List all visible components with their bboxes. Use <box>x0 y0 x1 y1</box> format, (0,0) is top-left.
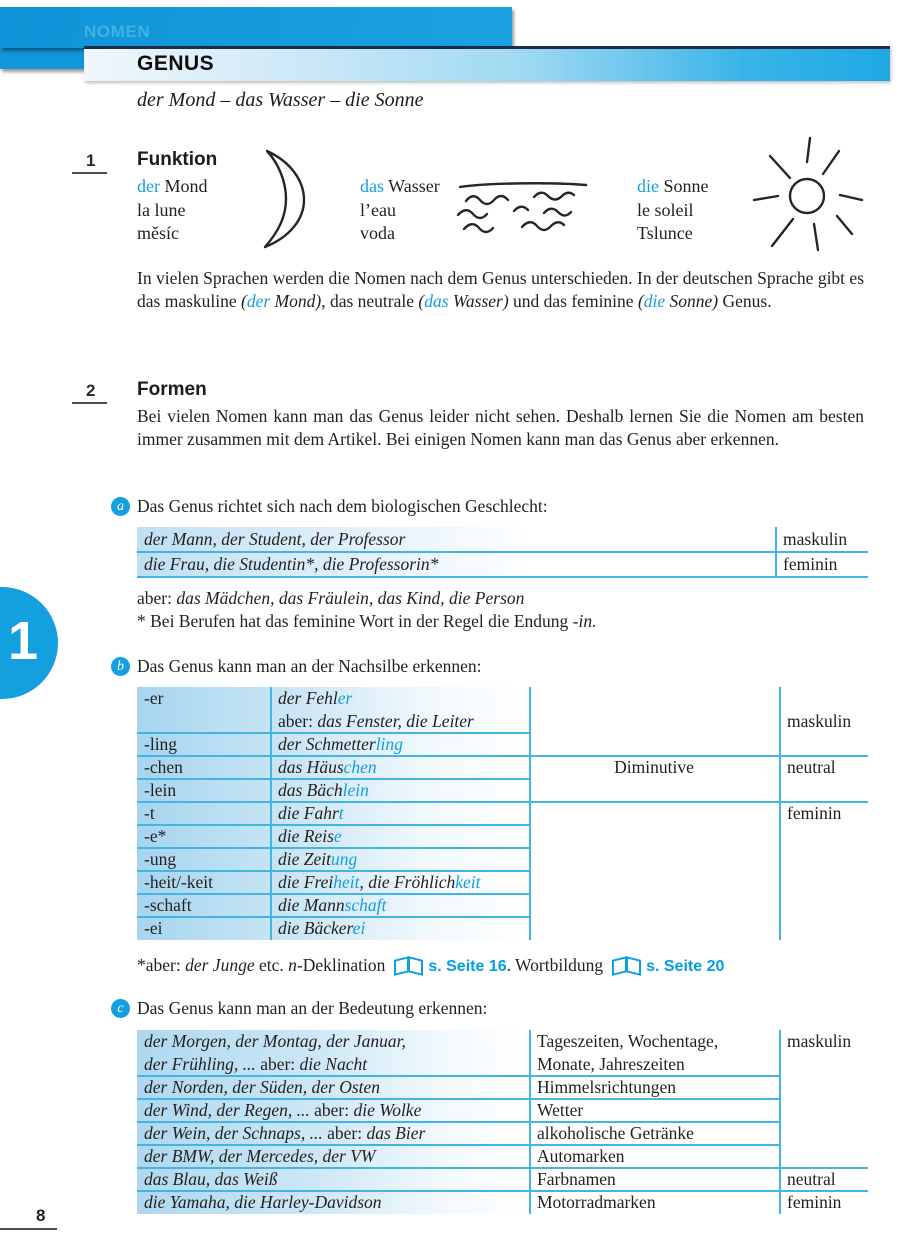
word-line: la lune <box>137 199 186 220</box>
text-segment: er <box>337 688 353 708</box>
text-segment: , das neutrale <box>321 290 419 311</box>
table-row <box>137 802 868 825</box>
subsection-c-title: Das Genus kann man an der Bedeutung erkennen: <box>137 998 488 1018</box>
text-segment: der Morgen, der Montag, der Januar, <box>144 1031 406 1051</box>
table-row <box>137 1076 868 1099</box>
biological-gender-table <box>137 527 868 577</box>
text-segment: der Schmetter <box>278 734 376 754</box>
sun-icon <box>750 134 865 256</box>
text-segment: der <box>246 290 271 311</box>
text-segment: lein <box>342 780 369 800</box>
table-row <box>137 1191 868 1214</box>
category-cell: Himmelsrichtungen <box>537 1077 677 1097</box>
table-rows <box>137 527 868 577</box>
text-segment: aber: <box>260 1054 300 1074</box>
text-segment: das <box>424 290 449 311</box>
title-banner <box>84 46 890 81</box>
word-group-wasser <box>360 175 440 246</box>
text-segment: Genus. <box>718 290 772 311</box>
moon-icon <box>246 148 318 250</box>
text-segment: -in. <box>572 611 597 631</box>
text-segment: das Mädchen, das Fräulein, das Kind, die Person <box>176 588 525 608</box>
subsection-a-title: Das Genus richtet sich nach dem biologischen Geschlecht: <box>137 496 548 516</box>
genus-label-maskulin: maskulin <box>787 711 852 731</box>
category-label-diminutive: Diminutive <box>614 757 694 777</box>
chapter-tab: 1 <box>0 587 58 699</box>
text-segment: aber: <box>314 1100 354 1120</box>
text-segment: ( <box>637 290 644 311</box>
text-segment: die Fahr <box>278 803 339 823</box>
text-segment: Wasser) <box>448 290 509 311</box>
text-segment: n <box>288 955 297 975</box>
text-segment: etc. <box>254 955 289 975</box>
word-line: die Sonne <box>637 176 709 196</box>
genus-label <box>779 1122 868 1145</box>
marker-b: b <box>111 657 130 676</box>
genus-label: maskulin <box>787 1031 852 1051</box>
text-segment: die Frau, die Studentin*, die Professorin* <box>144 554 439 574</box>
word-line: der Mond <box>137 176 208 196</box>
genus-label: maskulin <box>783 529 848 549</box>
word-line: das Wasser <box>360 176 440 196</box>
book-icon <box>611 955 641 975</box>
suffix-cell: -t <box>144 803 155 823</box>
table-row <box>137 552 868 577</box>
text-segment: , die Fröhlich <box>359 872 456 892</box>
genus-label <box>779 1076 868 1099</box>
page-number: 8 <box>36 1206 46 1225</box>
category-cell: Farbnamen <box>537 1169 616 1189</box>
table-row <box>137 894 868 917</box>
category-cell: Tageszeiten, Wochentage, Monate, Jahreszeiten <box>537 1031 719 1074</box>
text-segment: und das feminine <box>508 290 638 311</box>
table-divider <box>779 1030 781 1214</box>
page-reference-link[interactable]: s. Seite 16 <box>428 958 507 975</box>
page-reference-link[interactable]: s. Seite 20 <box>646 958 725 975</box>
table-row <box>137 1122 868 1145</box>
table-rows <box>137 687 868 940</box>
suffix-table <box>137 687 868 940</box>
table-row <box>137 1145 868 1168</box>
note-berufe <box>137 611 596 632</box>
word-group-mond <box>137 175 208 246</box>
genus-label: feminin <box>787 1192 842 1212</box>
text-segment: keit <box>455 872 481 892</box>
text-segment: die <box>643 290 666 311</box>
category-cell: Automarken <box>537 1146 625 1166</box>
text-segment: heit <box>333 872 360 892</box>
word-group-sonne <box>637 175 709 246</box>
water-icon <box>456 180 606 240</box>
table-row <box>137 871 868 894</box>
text-segment: das Bäch <box>278 780 343 800</box>
funktion-paragraph <box>137 267 864 312</box>
marker-a: a <box>111 497 130 516</box>
text-segment: das Fenster, die Leiter <box>317 711 474 731</box>
note-aber <box>137 588 524 609</box>
text-segment: e <box>333 826 342 846</box>
text-segment: Mond) <box>270 290 322 311</box>
text-segment: der Fehl <box>278 688 338 708</box>
cross-reference-note <box>137 951 724 981</box>
suffix-cell: -chen <box>144 757 183 777</box>
text-segment: die Zeit <box>278 849 331 869</box>
genus-label: neutral <box>787 1169 836 1189</box>
text-segment: der Frühling, ... <box>144 1054 261 1074</box>
suffix-cell: -ei <box>144 918 163 938</box>
marker-c: c <box>111 999 130 1018</box>
suffix-cell: -lein <box>144 780 177 800</box>
table-row <box>137 687 868 733</box>
text-segment: * Bei Berufen hat das feminine Wort in der Regel die Endung <box>137 611 573 631</box>
table-divider <box>775 527 777 577</box>
text-segment: das Bier <box>366 1123 426 1143</box>
book-icon <box>393 955 423 975</box>
text-segment: chen <box>343 757 377 777</box>
suffix-cell: -ling <box>144 734 178 754</box>
text-segment: ei <box>352 918 366 938</box>
suffix-cell: -e* <box>144 826 167 846</box>
text-segment: die Nacht <box>299 1054 368 1074</box>
genus-label: feminin <box>783 554 838 574</box>
table-row <box>137 848 868 871</box>
table-row <box>137 917 868 940</box>
text-segment: ung <box>330 849 358 869</box>
suffix-cell: -ung <box>144 849 177 869</box>
section-title-funktion: Funktion <box>137 149 218 170</box>
table-divider <box>779 687 781 940</box>
text-segment: t <box>338 803 344 823</box>
category-cell: Motorradmarken <box>537 1192 656 1212</box>
text-segment: die Yamaha, die Harley-Davidson <box>144 1192 382 1212</box>
genus-label <box>779 1099 868 1122</box>
text-segment: das Blau, das Weiß <box>144 1169 278 1189</box>
text-segment: ( <box>241 290 247 311</box>
text-segment: aber: <box>137 588 177 608</box>
table-divider <box>529 1030 531 1214</box>
text-segment: ( <box>418 290 425 311</box>
table-row <box>137 733 868 756</box>
text-segment: schaft <box>344 895 387 915</box>
text-segment: der Wind, der Regen, ... <box>144 1100 315 1120</box>
table-row <box>137 825 868 848</box>
text-segment: . Wortbildung <box>506 955 604 975</box>
genus-label <box>779 1145 868 1168</box>
word-line: voda <box>360 223 395 243</box>
meaning-table <box>137 1030 868 1214</box>
subsection-b-title: Das Genus kann man an der Nachsilbe erkennen: <box>137 656 482 676</box>
table-divider <box>529 687 531 940</box>
text-segment: der BMW, der Mercedes, der VW <box>144 1146 376 1166</box>
section-number-1: 1 <box>72 151 107 174</box>
suffix-cell: -schaft <box>144 895 192 915</box>
genus-label-feminin: feminin <box>787 803 842 823</box>
page-number-rule <box>0 1228 57 1230</box>
category-cell: Wetter <box>537 1100 584 1120</box>
text-segment: die Bäcker <box>278 918 353 938</box>
text-segment: *aber: <box>137 955 186 975</box>
text-segment: der Norden, der Süden, der Osten <box>144 1077 381 1097</box>
word-line: l’eau <box>360 199 396 220</box>
text-segment: aber: <box>278 711 318 731</box>
page-title: GENUS <box>137 52 215 75</box>
text-segment: ling <box>375 734 403 754</box>
text-segment: der Wein, der Schnaps, ... <box>144 1123 328 1143</box>
word-line: měsíc <box>137 223 179 243</box>
word-line: Tslunce <box>637 223 693 243</box>
chapter-kicker: NOMEN <box>84 22 151 41</box>
text-segment: das Häus <box>278 757 344 777</box>
suffix-cell: -er <box>144 688 164 708</box>
category-cell: alkoholische Getränke <box>537 1123 694 1143</box>
section-title-formen: Formen <box>137 379 207 400</box>
formen-paragraph: Bei vielen Nomen kann man das Genus leider nicht sehen. Deshalb lernen Sie die Nomen am besten immer zusammen mit dem Artikel. Bei einigen Nomen kann man das Genus aber erkennen. <box>137 406 864 449</box>
text-segment: Sonne) <box>665 290 719 311</box>
suffix-cell: -heit/-keit <box>144 872 214 892</box>
text-segment: der Junge <box>185 955 255 975</box>
table-rows <box>137 1030 868 1214</box>
page-subtitle: der Mond – das Wasser – die Sonne <box>137 89 424 111</box>
text-segment: die Reis <box>278 826 334 846</box>
text-segment: In vielen Sprachen werden die Nomen nach dem Genus unterschieden. In der deutschen Sprache gibt es das maskuline <box>137 268 864 311</box>
text-segment: die Mann <box>278 895 345 915</box>
text-segment: der Mann, der Student, der Professor <box>144 529 406 549</box>
table-row <box>137 1168 868 1191</box>
text-segment: aber: <box>327 1123 367 1143</box>
text-segment: die Frei <box>278 872 334 892</box>
section-number-2: 2 <box>72 381 107 404</box>
genus-label-neutral: neutral <box>787 757 836 777</box>
word-line: le soleil <box>637 199 694 220</box>
table-row <box>137 1030 868 1076</box>
table-row <box>137 527 868 552</box>
text-segment: -Deklination <box>296 955 386 975</box>
table-row <box>137 1099 868 1122</box>
text-segment: die Wolke <box>353 1100 422 1120</box>
header-top-bar <box>0 7 512 48</box>
table-row <box>137 779 868 802</box>
table-divider <box>270 687 272 940</box>
